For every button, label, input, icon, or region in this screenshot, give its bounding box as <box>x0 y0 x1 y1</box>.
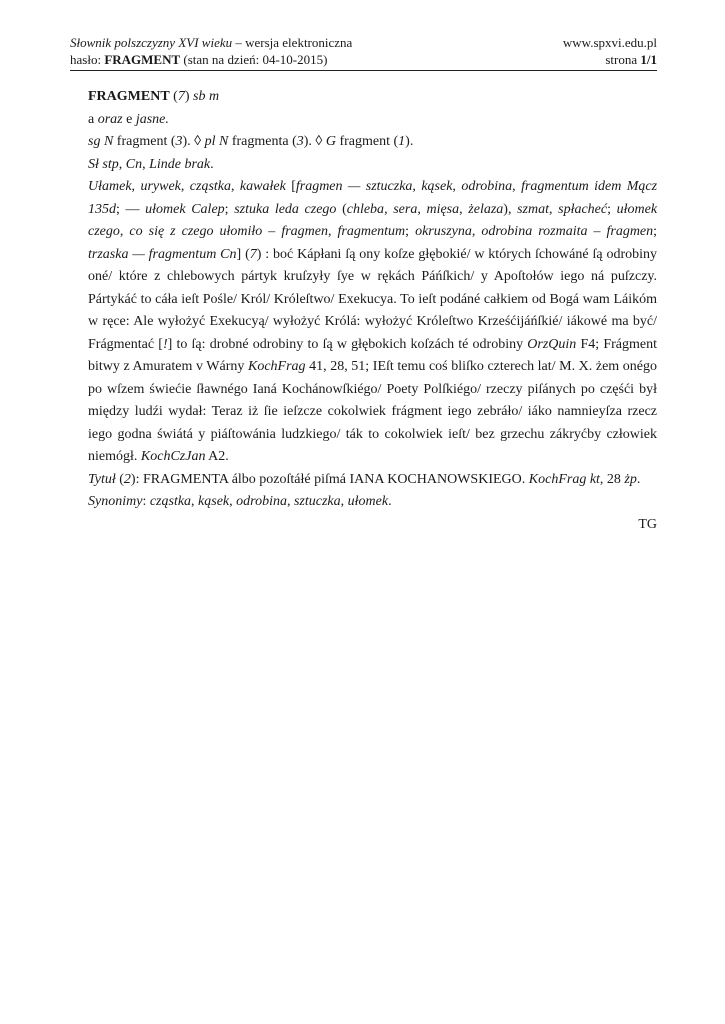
text-segment: ( <box>115 471 124 487</box>
text-segment: KochCzJan <box>140 449 206 464</box>
text-segment: sztuczka <box>293 494 341 509</box>
dictionary-title-rest: – wersja elektroniczna <box>232 35 353 50</box>
text-segment: : <box>142 494 150 509</box>
text-segment: e <box>122 111 136 127</box>
text-segment: , <box>229 494 237 509</box>
text-segment: trzaska — fragmentum Cn <box>88 246 237 262</box>
text-segment: KochFrag kt <box>528 471 600 487</box>
headword-count: 7 <box>177 89 185 104</box>
text-segment: , <box>417 201 427 217</box>
text-segment: żelaza <box>468 201 504 217</box>
text-segment: urywek <box>140 179 181 194</box>
text-segment: ! <box>162 336 168 352</box>
text-segment: ; <box>653 224 658 239</box>
text-segment: , <box>471 224 482 239</box>
part-of-speech: sb m <box>193 89 220 104</box>
text-segment: oraz <box>97 111 123 127</box>
text-segment: . <box>210 156 214 172</box>
text-segment: , <box>459 201 469 217</box>
text-segment: ). ◊ <box>303 134 326 149</box>
definition-paragraph <box>88 176 657 469</box>
header-row-2 <box>70 51 657 68</box>
text-segment: ułomek Calep <box>145 201 225 217</box>
text-segment: fragmentum idem Mącz 135d <box>88 179 658 217</box>
dictionary-title <box>70 34 352 51</box>
text-segment: fragment ( <box>335 134 399 149</box>
entry-info <box>70 51 327 68</box>
text-segment: , <box>340 494 348 509</box>
spelling-line <box>88 109 657 132</box>
text-segment: , <box>180 179 190 194</box>
entry-content <box>88 86 657 536</box>
text-segment: co się z czego ułomiło – fragmen <box>129 224 328 239</box>
synonyms-paragraph <box>88 491 657 514</box>
text-segment: , <box>119 224 130 239</box>
text-segment: sera <box>393 201 418 217</box>
text-segment: A2. <box>205 449 229 464</box>
text-segment: 7 <box>249 246 257 262</box>
entry-state: (stan na dzień: 04-10-2015) <box>180 52 328 67</box>
text-segment: . <box>636 471 641 487</box>
text-segment: ; <box>405 224 416 239</box>
text-segment: odrobina rozmaita – fragmen <box>481 224 654 239</box>
text-segment: , <box>548 201 559 217</box>
text-segment: KochFrag <box>247 359 306 374</box>
text-segment: okruszyna <box>415 224 472 239</box>
text-segment: ] ( <box>236 246 250 262</box>
text-segment: fragmenta ( <box>228 134 297 149</box>
text-segment: F4; Frágment bitwy z Amuratem v Wárny <box>88 336 657 374</box>
text-segment: ), <box>503 201 518 217</box>
page-number: 1/1 <box>640 52 657 67</box>
text-segment: , <box>286 494 294 509</box>
text-segment: ułomek <box>347 494 389 509</box>
text-segment: cząstka <box>189 179 232 194</box>
text-segment: cząstka <box>149 494 192 509</box>
text-segment: fragmen — sztuczka <box>295 179 413 194</box>
text-segment: ). ◊ <box>182 134 205 149</box>
site-url[interactable]: www.spxvi.edu.pl <box>562 35 657 50</box>
title-paragraph <box>88 469 657 492</box>
text-segment: Linde brak <box>149 156 211 172</box>
inflection-line <box>88 131 657 154</box>
text-segment: 3 <box>175 134 183 149</box>
text-segment: 3 <box>296 134 304 149</box>
text-segment: ; <box>224 201 235 217</box>
text-segment: kąsek <box>421 179 453 194</box>
text-segment: odrobina <box>236 494 287 509</box>
text-segment: , 28 <box>599 471 625 487</box>
text-segment: ] to ſą: drobné odrobiny to ſą w głębokich koſzách té odrobiny <box>167 336 528 352</box>
entry-word: FRAGMENT <box>104 52 181 67</box>
text-segment: . <box>388 494 392 509</box>
page-indicator <box>605 51 657 68</box>
text-segment: chleba <box>346 201 385 217</box>
text-segment: , <box>142 156 150 172</box>
text-segment: Tytuł <box>88 471 116 487</box>
text-segment: spłacheć <box>558 201 608 217</box>
text-segment: , <box>452 179 462 194</box>
text-segment: odrobina <box>461 179 513 194</box>
text-segment: mięsa <box>426 201 460 217</box>
text-segment: ułomek czego <box>88 201 658 239</box>
text-segment: , <box>512 179 522 194</box>
text-segment: Ułamek <box>88 179 132 194</box>
text-segment: sg N <box>88 134 114 149</box>
text-segment: , <box>327 224 338 239</box>
text-segment: żp <box>624 471 637 487</box>
text-segment: , <box>131 179 141 194</box>
text-segment: Synonimy <box>88 494 143 509</box>
text-segment: ): FRAGMENTA álbo pozoſtáłé piſmá IANA KOCHANOWSKIEGO. <box>130 471 529 487</box>
author-initials: TG <box>638 516 657 532</box>
text-segment: ( <box>336 201 347 217</box>
page-header <box>70 34 657 71</box>
text-segment: sztuka leda czego <box>234 201 337 217</box>
text-segment: [ <box>285 179 296 194</box>
dictionary-title-italic: Słownik polszczyzny XVI wieku <box>70 35 233 50</box>
text-segment: szmat <box>517 201 549 217</box>
text-segment: , <box>191 494 199 509</box>
text-segment: fragment ( <box>113 134 176 149</box>
entry-label: hasło: <box>70 52 105 67</box>
text-segment: jasne. <box>135 111 169 127</box>
headword: FRAGMENT <box>88 89 170 104</box>
text-segment: G <box>325 134 336 149</box>
text-segment: , <box>412 179 422 194</box>
text-segment: ) : boć Kápłani ſą ony koſze głębokié/ w których ſchowáné ſą odrobiny oné/ które z chlebowych pártyk kruſzyły ſye w rękách Páńſkich/ y Apoſtołów iego ná puſzczy. Pártykáć to cáła ieſt Pośle/ Król/ Króleſtwo/ Exekucya. To ieſt podáné całkiem od Bogá wam Láikóm w ręce: Ale wyłożyć Exekucyą/ wyłożyć Królá: wyłożyć Króleſtwo Krześćijáńſkié/ iákowé ma być/ Frágmentać [ <box>88 246 657 352</box>
text-segment: kawałek <box>239 179 286 194</box>
text-segment: Sł stp <box>88 156 119 172</box>
text-segment: , <box>231 179 240 194</box>
text-segment: 2 <box>123 471 131 487</box>
text-segment: ; <box>607 201 617 217</box>
text-segment: ). <box>405 134 414 149</box>
text-segment: 41, 28, 51; IEſt temu coś bliſko czterech lat/ M. X. żem onégo po wſzem świećie ſławnégo Ianá Kochánowſkiégo/ Poety Polſkiégo/ rzeczy piſánych po częśći był między ludźi wydał: Teraz iż ſie ieſzcze cokolwiek frágment iego zebráło/ iáko namnieyſza rzecz iego godna świátá y piáſtowánia ludzkiego/ ták to cokolwiek ieſt/ bez grzechu zákryćby człowiek niemógł. <box>88 359 657 464</box>
text-segment: , <box>384 201 394 217</box>
page-label: strona <box>605 52 641 67</box>
text-segment: Cn <box>125 156 143 172</box>
text-segment: 1 <box>398 134 406 149</box>
text-segment: , <box>118 156 126 172</box>
text-segment: ; — <box>116 201 146 217</box>
header-row-1 <box>70 34 657 51</box>
headword-line: FRAGMENT (7) sb m <box>88 89 220 104</box>
text-segment: kąsek <box>198 494 230 509</box>
sources-line <box>88 154 657 177</box>
text-segment: a <box>88 111 98 127</box>
text-segment: pl N <box>204 134 229 149</box>
text-segment: fragmentum <box>337 224 406 239</box>
text-segment: OrzQuin <box>527 336 577 352</box>
